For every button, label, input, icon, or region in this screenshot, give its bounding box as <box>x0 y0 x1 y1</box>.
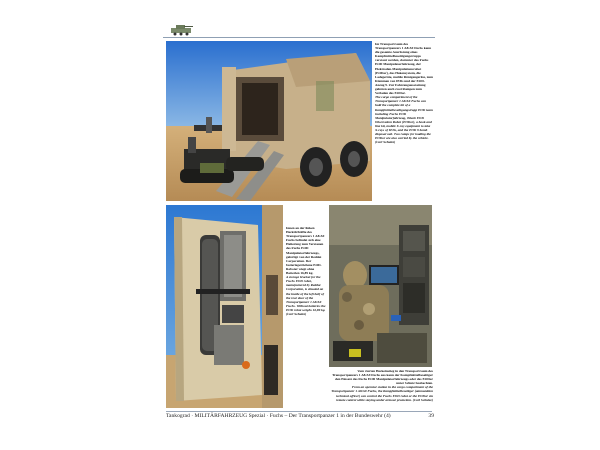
caption-2-english: A storage bracket for the Fuchs EOD robot, manufactured by Reddot Corporation, is situated on the inside of the left half of the rear door of the Transportpanzer 1 A8/A9 Fuchs. Without batteries the EOD robot weighs 16,89 kg. (Carl Schulze) <box>286 275 326 316</box>
caption-photo-2 <box>286 226 326 316</box>
footer-title: Tankograd · MILITÄRFAHRZEUG Spezial · Fuchs – Der Transportpanzer 1 in der Bundeswehr (4) <box>166 413 391 419</box>
tank-logo-icon <box>170 24 194 36</box>
photo-operator-inside-vehicle <box>329 205 432 367</box>
photo-robot-on-rear-door <box>166 205 283 408</box>
photo-vehicle-robot-ramp <box>166 41 372 201</box>
header-rule <box>163 37 435 38</box>
caption-3-german: Vom vierten Heckeinstieg in den Transportraum des Transportpanzers 1 A8/A9 Fuchs aus kann der Kampfmittelbeseitiger den Einsatz des Fuchs EOD Manipulatorfahrzeugs oder des EODor unter Schutz beobachten. <box>332 369 433 386</box>
page-number: 39 <box>428 413 434 419</box>
caption-1-german: Im Transportraum des Transportpanzers 1 A8/A9 Fuchs kann die gesamte Ausrüstung eines Kampfmittelbeseitigungstrupps verstaut werden, darunter das Fuchs EOD Manipulatorfahrzeug, der Elektroden-Manipulationsrobot (EODor), das Hakensystem, die Ladegeräte, mobile Röntgengeräte, zum Klemmen von IEDs und der EOD-Anzug 9. Zur Fahrzeugausstattung gehören auch zwei Rampen zum Verladen des EODor. <box>375 42 433 96</box>
caption-1-english: The cargo compartment of the Transportpanzer 1 A8/A9 Fuchs can hold the complete kit of a Kampfmittelbeseitigungstrupp EOD team including Fuchs EOD Manipulatorfahrzeug, Teleob EOD Observation Robot (EODor), a hook and line kit, mobile X-ray equipment to take X-rays of IEDs, and the EOD 9 bomb disposal suit. Two ramps for loading the EODor are also carried by the vehicle. (Carl Schulze) <box>375 95 433 145</box>
caption-photo-1 <box>375 42 433 144</box>
caption-photo-3 <box>331 369 433 402</box>
footer-rule <box>166 411 432 412</box>
caption-3-english: From an operator station in the cargo compartment of the Transportpanzer 1 A8/A9 Fuchs, the Kampfmittelbeseitiger (ammunition technical officer) can control the Fuchs EOD robot or the EODor via remote control while staying under armour protection. (Carl Schulze) <box>331 385 433 402</box>
caption-2-german: Innen an der linken Hecktürhälfte des Transportpanzers 1 A8/A9 Fuchs befindet sich eine Halterung zum Verstauen des Fuchs EOD Manipulatorfahrzeugs, gefertigt von der Reddot Corporation. Der batteriegetriebene EOD-Roboter wiegt ohne Batterien 16,89 kg. <box>286 226 325 276</box>
